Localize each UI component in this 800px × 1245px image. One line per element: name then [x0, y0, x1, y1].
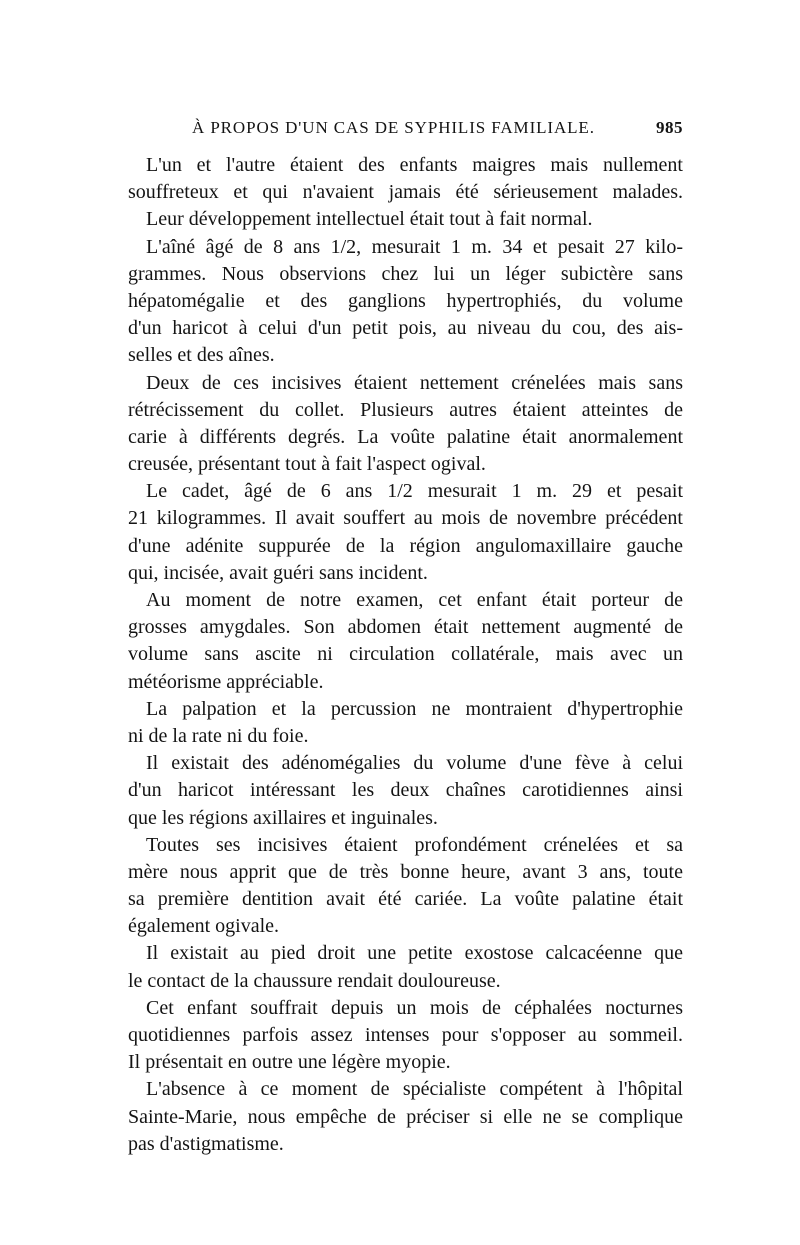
- paragraph: [128, 234, 683, 370]
- running-title: À PROPOS D'UN CAS DE SYPHILIS FAMILIALE.: [192, 118, 595, 137]
- text-line: creusée, présentant tout à fait l'aspect ogival.: [128, 453, 486, 476]
- text-line: également ogivale.: [128, 915, 280, 938]
- text-line: grammes. Nous observions chez lui un léger subictère sans: [128, 262, 683, 285]
- text-line: Le cadet, âgé de 6 ans 1/2 mesurait 1 m. 29 et pesait: [146, 480, 683, 503]
- body-text: [128, 152, 683, 1158]
- text-line: grosses amygdales. Son abdomen était nettement augmenté de: [128, 616, 683, 639]
- paragraph: [128, 832, 683, 941]
- text-line: quotidiennes parfois assez intenses pour s'opposer au sommeil.: [128, 1024, 683, 1046]
- paragraph: [128, 940, 683, 994]
- text-line: ni de la rate ni du foie.: [128, 724, 309, 747]
- paragraph: [128, 1076, 683, 1158]
- text-line: La palpation et la percussion ne montraient d'hypertrophie: [146, 697, 683, 720]
- text-line: Deux de ces incisives étaient nettement crénelées mais sans: [146, 371, 683, 394]
- text-line: d'une adénite suppurée de la région angulomaxillaire gauche: [128, 534, 683, 557]
- paragraph: [128, 750, 683, 832]
- paragraph: [128, 587, 683, 696]
- paragraph: [128, 206, 683, 233]
- text-line: Sainte-Marie, nous empêche de préciser si elle ne se complique: [128, 1105, 683, 1128]
- text-line: Au moment de notre examen, cet enfant était porteur de: [146, 589, 683, 611]
- text-line: hépatomégalie et des ganglions hypertrophiés, du volume: [128, 289, 683, 312]
- paragraph: [128, 370, 683, 479]
- text-line: météorisme appréciable.: [128, 670, 324, 693]
- text-line: carie à différents degrés. La voûte palatine était anormalement: [128, 425, 683, 448]
- text-line: pas d'astigmatisme.: [128, 1132, 284, 1155]
- text-line: souffreteux et qui n'avaient jamais été sérieusement malades.: [128, 181, 683, 204]
- text-line: rétrécissement du collet. Plusieurs autres étaient atteintes de: [128, 398, 683, 421]
- text-line: d'un haricot intéressant les deux chaînes carotidiennes ainsi: [128, 779, 683, 802]
- paragraph: [128, 995, 683, 1077]
- running-header: [128, 118, 683, 142]
- text-line: Cet enfant souffrait depuis un mois de céphalées nocturnes: [146, 996, 683, 1019]
- page-number: 985: [656, 118, 683, 137]
- text-line: mère nous apprit que de très bonne heure, avant 3 ans, toute: [128, 860, 683, 883]
- paragraph: [128, 478, 683, 587]
- text-line: Leur développement intellectuel était tout à fait normal.: [146, 208, 593, 231]
- text-line: sa première dentition avait été cariée. La voûte palatine était: [128, 888, 683, 911]
- text-line: Toutes ses incisives étaient profondément crénelées et sa: [146, 833, 683, 856]
- text-line: qui, incisée, avait guéri sans incident.: [128, 561, 428, 584]
- text-line: que les régions axillaires et inguinales.: [128, 806, 438, 829]
- text-line: d'un haricot à celui d'un petit pois, au niveau du cou, des ais-: [128, 317, 683, 340]
- paragraph: [128, 696, 683, 750]
- text-line: Il présentait en outre une légère myopie.: [128, 1051, 451, 1074]
- text-line: selles et des aînes.: [128, 344, 275, 367]
- text-line: 21 kilogrammes. Il avait souffert au mois de novembre précédent: [128, 507, 683, 530]
- text-line: Il existait au pied droit une petite exostose calcacéenne que: [146, 942, 683, 965]
- text-line: Il existait des adénomégalies du volume d'une fève à celui: [146, 752, 683, 775]
- text-line: le contact de la chaussure rendait douloureuse.: [128, 969, 501, 992]
- text-line: L'un et l'autre étaient des enfants maigres mais nullement: [146, 154, 683, 176]
- text-line: volume sans ascite ni circulation collatérale, mais avec un: [128, 643, 683, 666]
- text-line: L'absence à ce moment de spécialiste compétent à l'hôpital: [146, 1078, 683, 1101]
- paragraph: [128, 152, 683, 206]
- text-line: L'aîné âgé de 8 ans 1/2, mesurait 1 m. 34 et pesait 27 kilo-: [146, 235, 683, 258]
